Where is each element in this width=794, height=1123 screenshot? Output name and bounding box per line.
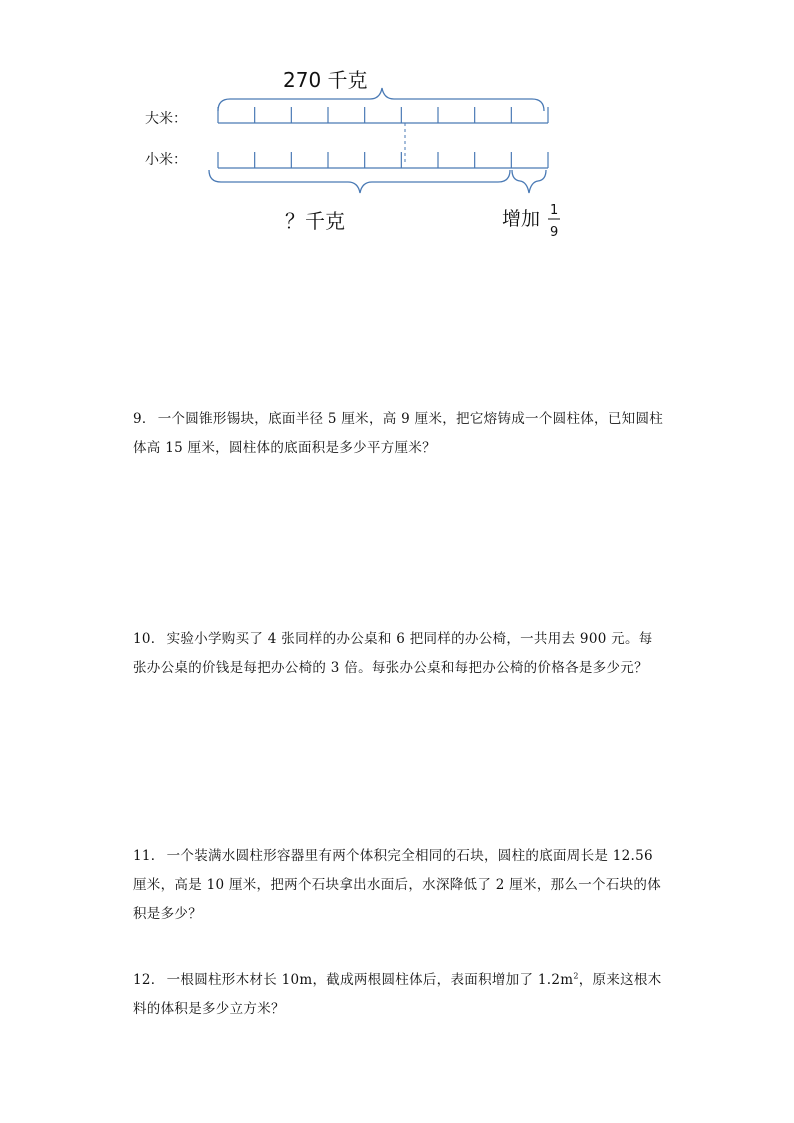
fraction-denominator: 9	[550, 225, 559, 240]
question-number: 12．	[133, 972, 165, 988]
question-12	[133, 966, 665, 1024]
bottom-brace	[209, 170, 510, 193]
millet-segment-bar	[218, 152, 548, 168]
question-number: 11．	[133, 848, 165, 864]
line-segment-diagram	[0, 0, 794, 260]
question-text-after: ，原来这根木料的体积是多少立方米？	[133, 972, 662, 1017]
row2-label: 小米：	[145, 152, 187, 168]
question-11	[133, 842, 665, 929]
superscript-two: 2	[573, 971, 579, 981]
question-9	[133, 405, 665, 463]
increase-brace	[512, 170, 546, 193]
fraction-numerator: 1	[550, 203, 559, 218]
question-text: 实验小学购买了 4 张同样的办公桌和 6 把同样的办公椅，一共用去 900 元。每张办公桌的价钱是每把办公椅的 3 倍。每张办公桌和每把办公椅的价格各是多少元？	[133, 631, 653, 676]
bottom-unknown-label: ？千克	[285, 209, 345, 233]
question-text: 一个圆锥形锡块，底面半径 5 厘米，高 9 厘米，把它熔铸成一个圆柱体，已知圆柱体高 15 厘米，圆柱体的底面积是多少平方厘米？	[133, 411, 664, 456]
row1-label: 大米：	[145, 111, 187, 127]
question-text: 一个装满水圆柱形容器里有两个体积完全相同的石块，圆柱的底面周长是 12.56 厘米，高是 10 厘米，把两个石块拿出水面后，水深降低了 2 厘米，那么一个石块的体积是多少？	[133, 848, 662, 922]
question-10	[133, 625, 665, 683]
question-text-before: 一根圆柱形木材长 10m，截成两根圆柱体后，表面积增加了 1.2m	[166, 972, 574, 988]
question-number: 10．	[133, 631, 165, 647]
top-brace	[218, 88, 544, 111]
rice-segment-bar	[218, 107, 548, 123]
top-total-label: 270 千克	[283, 68, 368, 92]
increase-label: 增加	[502, 208, 541, 230]
question-number: 9．	[133, 411, 156, 427]
